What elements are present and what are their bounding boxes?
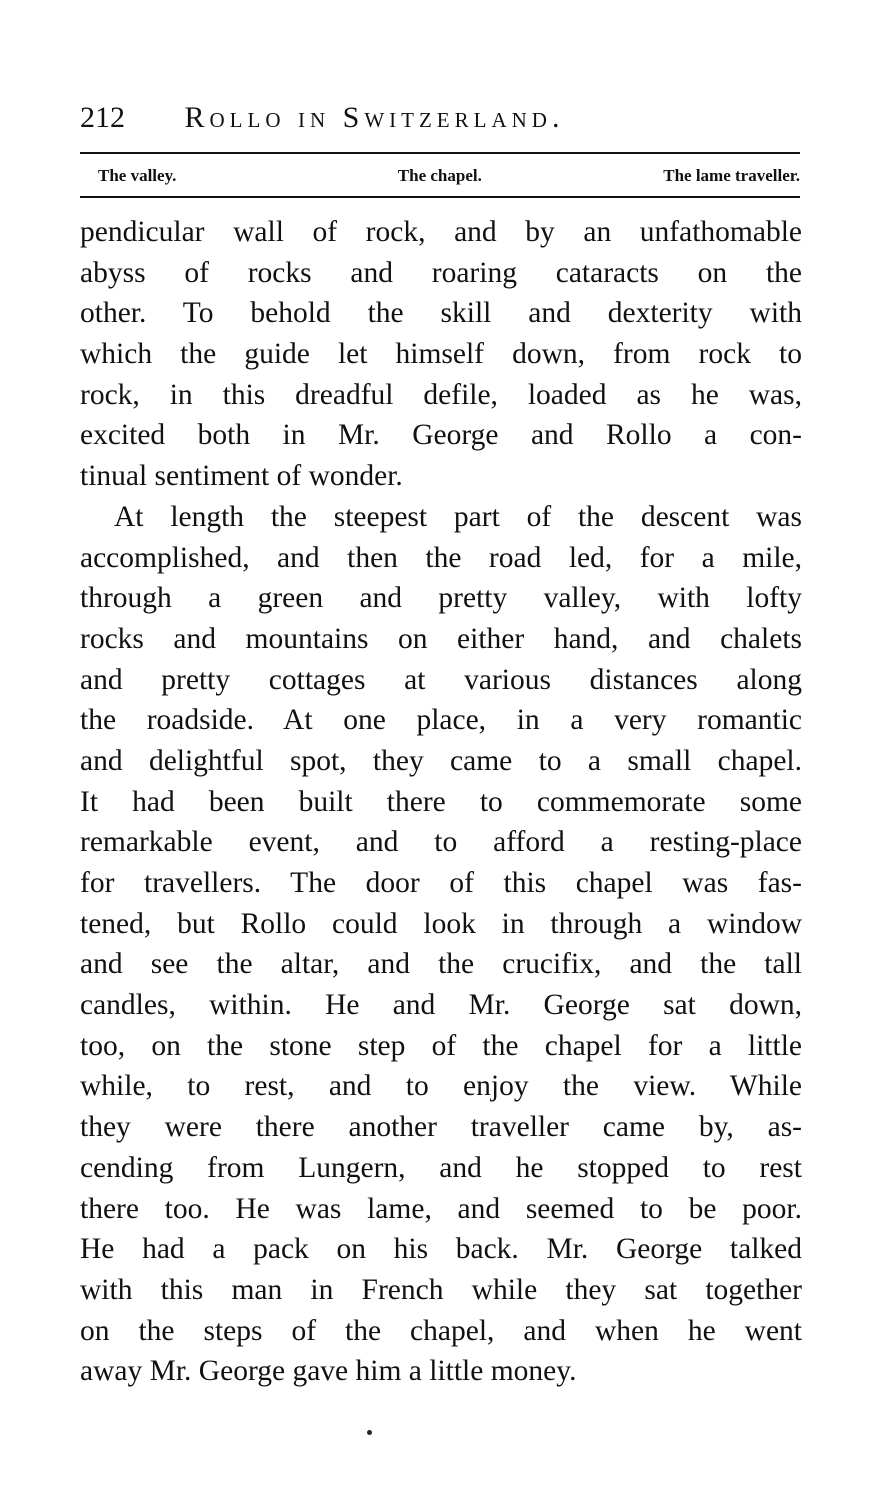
text-line: At length the steepest part of the descent was — [114, 500, 802, 533]
book-title: Rollo in Switzerland. — [184, 101, 565, 134]
text-line: It had been built there to commemorate some — [80, 785, 802, 818]
text-line: tinual sentiment of wonder. — [80, 460, 403, 493]
body-text — [80, 212, 802, 1392]
text-line: rock, in this dreadful defile, loaded as he was, — [80, 378, 802, 411]
running-head — [80, 96, 800, 140]
text-line: remarkable event, and to afford a resting-place — [80, 826, 802, 859]
text-line: other. To behold the skill and dexterity with — [80, 297, 802, 330]
text-line: for travellers. The door of this chapel was fas- — [80, 867, 802, 899]
text-line: which the guide let himself down, from rock to — [80, 338, 802, 371]
text-line: abyss of rocks and roaring cataracts on the — [80, 256, 802, 289]
text-line: and delightful spot, they came to a small chapel. — [80, 744, 802, 777]
text-line: excited both in Mr. George and Rollo a con- — [80, 419, 802, 452]
text-line: on the steps of the chapel, and when he went — [80, 1314, 802, 1347]
ink-speck — [367, 1430, 372, 1435]
subhead-chapel: The chapel. — [397, 166, 482, 185]
text-line: tened, but Rollo could look in through a window — [80, 907, 802, 940]
section-subheads — [98, 160, 800, 192]
header-rule-top — [80, 152, 800, 154]
text-line: candles, within. He and Mr. George sat down, — [80, 989, 802, 1022]
text-line: and pretty cottages at various distances along — [80, 663, 802, 696]
text-line: accomplished, and then the road led, for a mile, — [80, 541, 802, 574]
text-line: pendicular wall of rock, and by an unfathomable — [80, 216, 802, 248]
text-line: while, to rest, and to enjoy the view. While — [80, 1070, 802, 1103]
text-line: with this man in French while they sat together — [80, 1273, 802, 1306]
header-rule-bottom — [80, 196, 800, 198]
subhead-lame-traveller: The lame traveller. — [663, 166, 800, 185]
paragraph — [80, 497, 802, 1392]
text-line: rocks and mountains on either hand, and chalets — [80, 622, 802, 655]
text-line: there too. He was lame, and seemed to be poor. — [80, 1192, 802, 1225]
text-line: through a green and pretty valley, with lofty — [80, 582, 802, 615]
page-number: 212 — [80, 101, 125, 134]
text-line: they were there another traveller came by, as- — [80, 1111, 802, 1144]
text-line: He had a pack on his back. Mr. George talked — [80, 1233, 802, 1266]
text-line: cending from Lungern, and he stopped to rest — [80, 1151, 802, 1184]
subhead-valley: The valley. — [98, 166, 177, 185]
text-line: the roadside. At one place, in a very romantic — [80, 704, 802, 737]
text-line: away Mr. George gave him a little money. — [80, 1355, 577, 1388]
text-line: too, on the stone step of the chapel for a little — [80, 1029, 802, 1062]
text-line: and see the altar, and the crucifix, and the tall — [80, 948, 802, 981]
paragraph — [80, 212, 802, 497]
